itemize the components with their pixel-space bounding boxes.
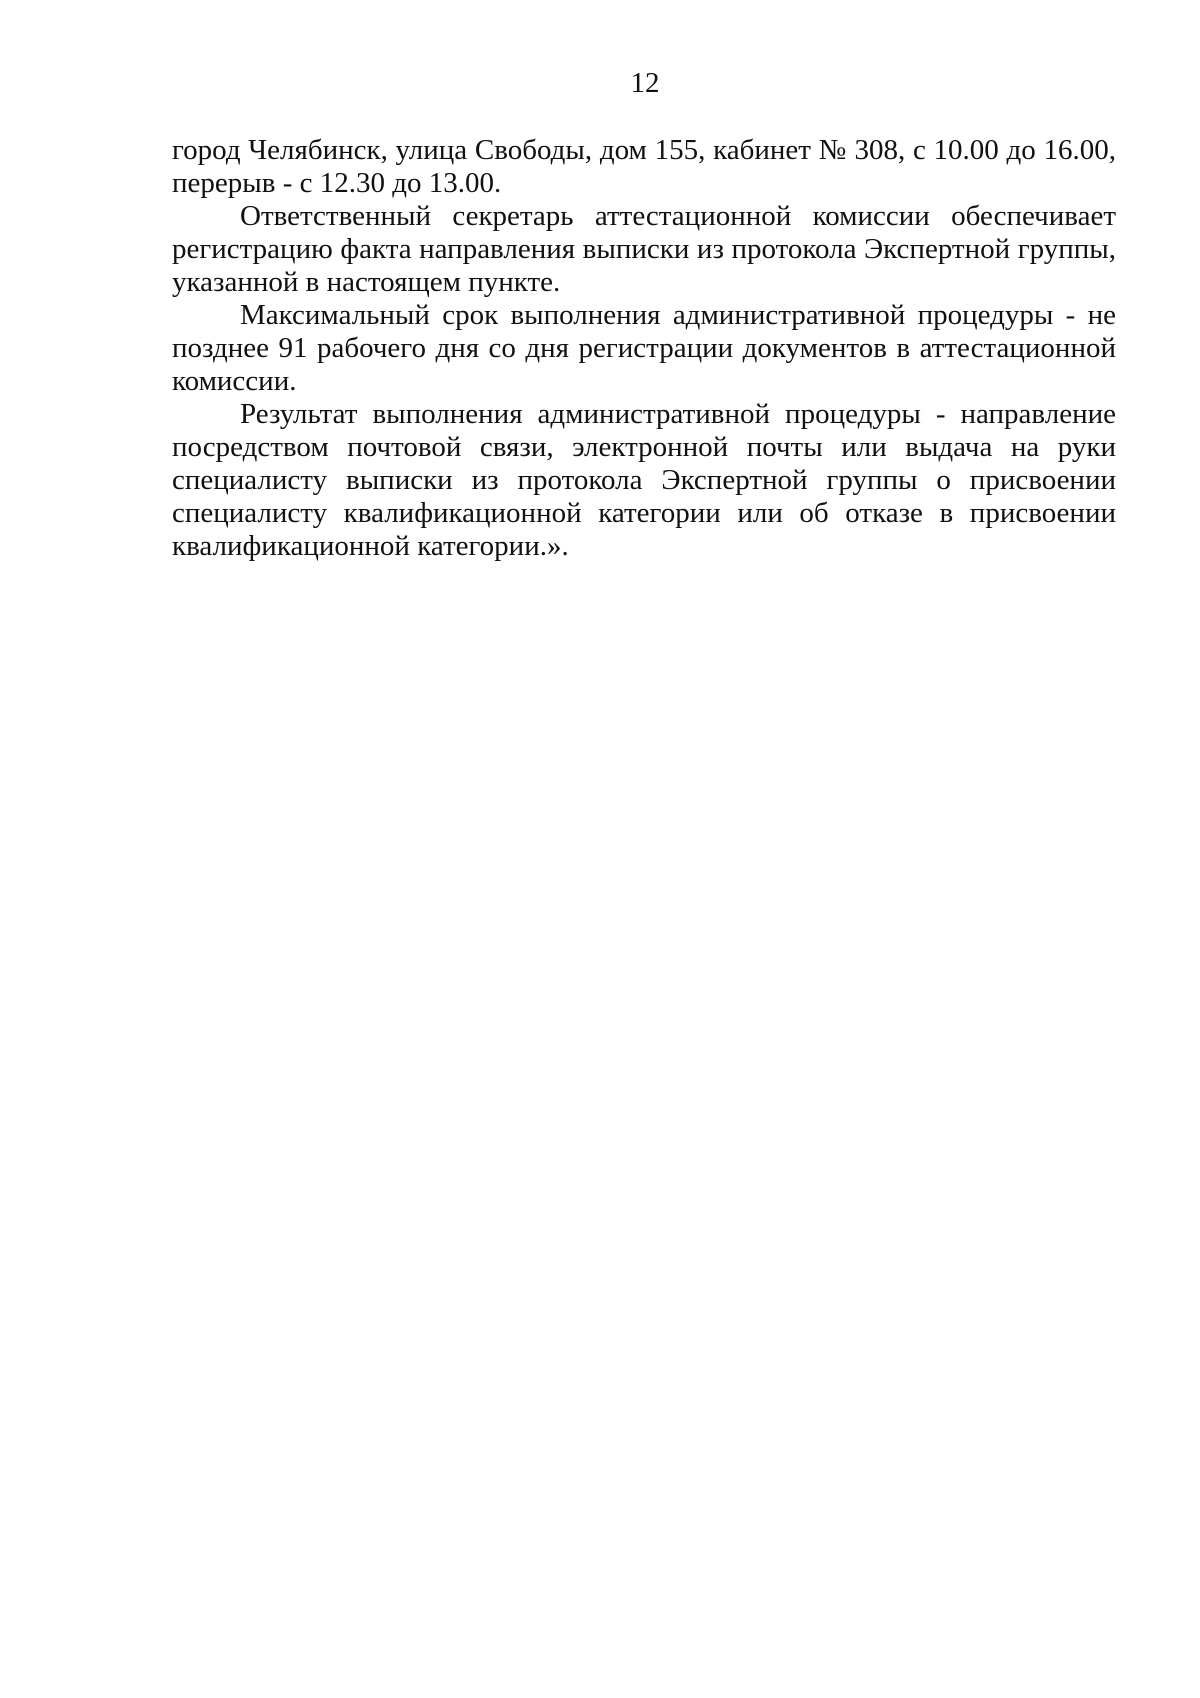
document-body: [172, 134, 1116, 563]
paragraph-address-hours: город Челябинск, улица Свободы, дом 155, кабинет № 308, с 10.00 до 16.00, перерыв - с 12.30 до 13.00.: [172, 134, 1116, 199]
paragraph-maximum-term: Максимальный срок выполнения административной процедуры - не позднее 91 рабочего дня со дня регистрации документов в аттестационной комиссии.: [172, 299, 1116, 397]
page-number: 12: [630, 67, 660, 99]
paragraph-secretary-registration: Ответственный секретарь аттестационной комиссии обеспечивает регистрацию факта направления выписки из протокола Экспертной группы, указанной в настоящем пункте.: [172, 200, 1116, 298]
paragraph-procedure-result: Результат выполнения административной процедуры - направление посредством почтовой связи, электронной почты или выдача на руки специалисту выписки из протокола Экспертной группы о присвоении специалисту квалификационной категории или об отказе в присвоении квалификационной категории.».: [172, 398, 1116, 562]
